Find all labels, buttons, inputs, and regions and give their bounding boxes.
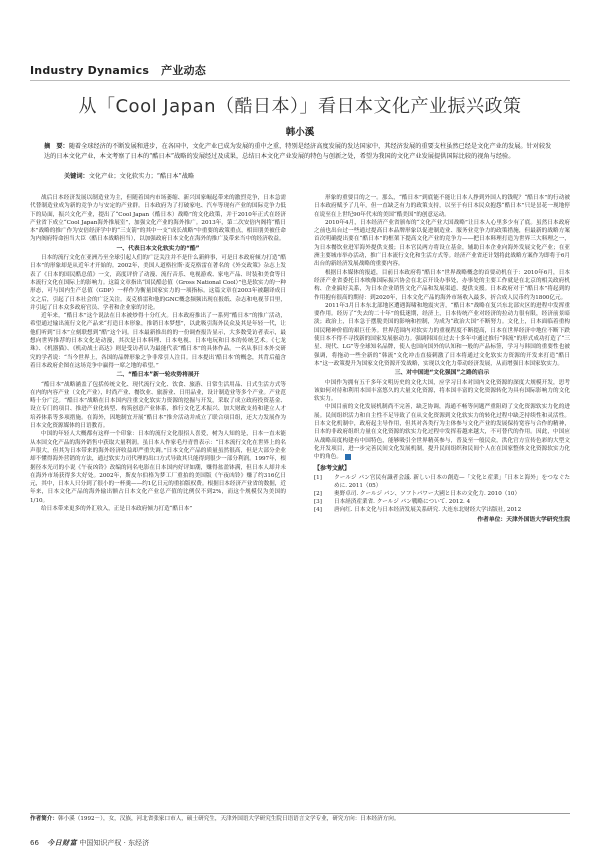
footer <box>30 838 149 848</box>
abstract-text: 随着全球经济的不断发展和进步，在各国中，文化产业已成为发展的重中之重，特别是经济高度发展的发达国家中，其经济发展的重要支柱虽然已经是文化产业的发展。针对较发达的日本文化产业，本文考察了日本的“酷日本”战略的发展经过及成果，总结日本文化产业发展的特色与创新之处，希望为我国的文化产业发展提供国际比较的视角与经验。 <box>44 143 552 160</box>
paragraph: 中国的年轻人大概都有这样一个印象：日本的流行文化很招人喜爱，树为人知的是，日本一直未能从本国文化产品的海外销售中获取大量利润。虽日本人作家毛丹青曾表示：“日本流行文化在世界上的名声很大，但其为日本带来的海外经济收益却严重失调。”日本文化产品的质量虽然很高，但是大部分企业却不懂得海外营销的方法，通过软实力司代理的出口方式导致其只能得到很少一部分利润。1997年，根据径本光司的小说《午夜凶铃》改编的同名电影在日本国内好评如潮，赚得盆盈钵满，但日本人却并未在海外市场获得多大好处。2002年，斯皮尔伯格为梦工厂重拍的美国版《午夜凶铃》赚了约316亿日元，其中，日本人只分到了很小的一杯羹——约1亿日元的重拍版权费。根据日本经济产业省的数据，近年来，日本文化产品的海外输出额占日本文化产业总产值的比例仅不到2%，而这个规模仅为美国的1/10。 <box>30 431 286 504</box>
keywords-text: 文化产业；文化软实力；“酷日本”战略 <box>88 173 195 180</box>
reference-item <box>314 498 570 506</box>
reference-item <box>314 490 570 498</box>
paragraph: 日本的流行文化在亚洲乃至全球引起人们的广泛关注并不是什么新鲜事，可是日本政府倾力打造“酷日本”的形象却是从近年才开始的。2002年，美国人道格拉斯·麦克格雷在著名的《外交政策》杂志上发表了《日本的国民酷总值》一文，高度评价了动漫、流行音乐、电视游戏、家电产品、时装和美食等日本流行文化在国际上的影响力。这篇文章指出“国民酷总值（Gross National Cool）”也是软实力的一种形态，可与国内生产总值（GDP）一样作为衡量国家实力的一项指标。这篇文章在2003年被翻译成日文之后，引起了日本社会的广泛关注。麦克格雷和他的GNC概念频频出现在报纸、杂志和电视节目里，并引起了日本众多政府官员、学者和企业家的讨论。 <box>30 255 286 311</box>
section-heading: 一、代表日本文化软实力的“酷” <box>116 245 200 252</box>
reference-number: [4] <box>314 506 322 513</box>
paragraph: 战后日本经济发展以制造业为主，但随着国内市场萎缩、新兴国家崛起带来的激烈竞争，日本急需代替制造业成为新的竞争力与安定的产业群。日本政府为了打破家电、汽车等现有产业的国际竞争力低下的局面，振兴文化产业，提出了“Cool Japan（酷日本）战略”的文化政策，并于2010年正式在经济产业省下成立“Cool Japan海外推展室”，加强文化产业的海外推广。2013年，第二次安倍内阁将“酷日本”战略的推广作为安倍经济学中的“三支箭”的其中一支“成长战略”中重要的政策重点，相田朋美被任命为内阁府特命担当大臣（酷日本战略担当），以加强政府日本文化在海外的推广及带来当中的经济收益。 <box>30 195 286 243</box>
reference-text: 唐向红. 日本文化与日本经济发展关系研究. 大连东北财经大学出版社, 2012 <box>334 506 522 513</box>
bio-label: 作者简介： <box>30 816 58 822</box>
section-heading: 三、对中国进“文化强国”之路的启示 <box>394 370 490 377</box>
left-column <box>30 194 286 513</box>
paragraph: 中国目前的文化发展机制尚不完善，缺乏协调，海通不畅等问题严重阻碍了文化资源软实力化的进展。民间组织活力和自主性不足导致了在从文化资源到文化软实力的转化过程中缺乏持续性和灵活性。日本文化机制中，政府起主导作用，但其对各类行为主体参与文化产业的发展保持宽容与合作的精神，日本的非政府组织力量在文化资源的软实力化过程中发挥着越来越大，不可替代的作用。因此，中国应从战略高度构建有中国特色，能够吸引全世界精英参与，普及至一般民众，洪化官方宣传色彩的大型文化开发项目，进一步完善民间文化发展机制，提升民间组织和民间个人在在国家整体文化资源软实力化中的角色。 <box>314 404 570 461</box>
author-bio <box>30 815 570 823</box>
paragraph: 给日本带来更多的外汇收入，正是日本政府倾力打造“酷日本” <box>41 505 193 512</box>
abstract-label: 摘 要： <box>44 143 69 150</box>
magazine-name: 今日财富 <box>47 839 78 847</box>
page-number: 66 <box>30 839 39 847</box>
right-column <box>314 194 570 524</box>
reference-text: 日本経済産業省. クールジ パン戦略について. 2012. 4 <box>334 498 471 505</box>
abstract <box>44 142 556 161</box>
top-rule <box>30 80 570 81</box>
reference-item <box>314 474 570 490</box>
paragraph: “酷日本”战略涵盖了包括传统文化、现代流行文化、饮食、旅游、日常生活用品、日式生活方式等在内的内容产业（文化产业），时尚产业、餐饮业、旅游业、日用品业，设计制造业等多个产业。产业范畴十分广泛。“酷日本”战略在日本国内注重文化软实力资源的挖掘与开发，采取了成立政府投资基金、设立专门的项目、推进产业化转型、构筑创意产业体系，推行文化艺术振兴、加大财政支持和建立人才培养体系等多项措施。在海外，因地制宜开展“酷日本”推介活动并成立了联合项目组，还大力发展作为日本文化资源媒体的日语教育。 <box>30 381 286 430</box>
keywords <box>64 172 556 181</box>
bottom-rule <box>30 813 570 814</box>
section-en: Industry Dynamics <box>30 64 150 77</box>
reference-number: [1] <box>314 474 322 481</box>
article-end-icon <box>345 454 351 460</box>
paragraph: 近年来，“酷日本”这个说法在日本被炒得十分红火。日本政府推出了一系列“酷日本”的推广活动，希望通过输出流行文化产品来“打造日本形象，推销日本梦想”，以此吸引海外民众及其是年轻一代，让他们听到“日本”立刻联想到“酷”这个词。日本最新推出的的一份调查报告显示，大多数受访者表示，最想向世界推荐的日本文化是动漫，其次是日本料理、日本电视、日本电玩和日本的传统艺术。《七龙珠》、《机器猫》、《机动战士高达》则是受访者认为最能代表“酷日本”的具体作品。一名从事日本外交研究的学者说：“当今世界上，各国的品牌形象之争非常引人注目。日本提出‘酷日本’的概念，其背后蕴含着日本政府企图在这场竞争中赢得一席之地的希望。” <box>30 313 286 369</box>
author-unit: 作者单位：天津外国语大学研究生院 <box>477 516 570 523</box>
paragraph: 2010年4月，日本经济产业省颁布的“文化产业大国战略”让日本人心里多少有了底。虽然日本政府之前也出台过一些通过提高日本品牌形象以促进制造业、服务业竞争力的政策措施，但最新的战略方案首次明确提出要在“酷日本”的框架下提高文化产业的竞争力——把日本料理打造为世界三大料理之一，为日本餐饮业进军海外提供支援；日本官民两方将设立基金，辅助日本企业向海外发展文化产业；在亚洲主要城市举办活动，推广日本流行文化和生活方式等。经济产业省还计划将此战略方案作为即将于6月出台的新经济发展战略的重要内容。 <box>314 219 570 268</box>
reference-number: [2] <box>314 490 322 497</box>
author: 韩小溪 <box>285 127 315 138</box>
paragraph: 根据日本媒体的报道，目前日本政府将“酷日本”世界战略概念的首要动机在于：2010年6月，日本经济产业省委托日本映像国际振兴协会在北京开设办事处，办事处的主要工作就是在北京的相关政府机构、企业搞好关系，为日本企业销售文化产品和发展渠道、提供支援。日本政府对于“酷日本”将起到的作用抱有很高的期待：到2020年，日本文化产品的海外市场收入最多，折合成人民币约为1800亿元。 <box>314 269 570 301</box>
article-title: 从「Cool Japan（酷日本）」看日本文化产业振兴政策 <box>78 96 522 117</box>
reference-text: 奥野卓司. クールジ パン、ソフトパワー大國と日本の文化力. 2010（10） <box>334 490 521 497</box>
bio-text: 韩小溪（1992－），女，汉族，河北省张家口市人，硕士研究生，天津外国语大学研究生院日语语言文学专业，研究方向：日本经济方向。 <box>57 816 400 822</box>
section-heading: 二、“酷日本”新一轮攻势将展开 <box>116 372 200 379</box>
reference-number: [3] <box>314 498 322 505</box>
reference-item <box>314 506 570 514</box>
paragraph: 形象的重要目的之一。那么，“酷日本”到底能不能让日本人挣到外国人的钱呢？“酷日本”的行动被日本政府赋予了几年，但一直缺乏有力的政策支持，以至于有日本民众抱怨“酷日本”只是昙花一现地停在说至在上世纪90年代末的美国“酷美国”的创意运动。 <box>314 195 570 218</box>
magazine-sub: 中国知识产权 · 东经济 <box>79 839 150 847</box>
references <box>314 465 570 525</box>
header <box>30 62 206 78</box>
reference-text: クールジ パン官民有識者会議. 新しい日本の創造—「文化と産業」「日本と海外」をつなぐために. 2011（05） <box>334 474 570 489</box>
paragraph: 中国作为拥有五千多年文明历史的文化大国，应学习日本对国内文化资源的深度大规模开发，思考该如何对待和利用本国丰富悠久的大量文化资源，将本国丰富的文化资源转化为具有国际影响力的文化软实力。 <box>314 379 570 403</box>
section-cn: 产业动态 <box>161 64 206 77</box>
paragraph: 2011年3月日本东北部地区遭遇海啸和地震灾害，“酷日本”战略在复兴东北部灾区的进程中发挥重要作用。经历了“失去的二十年”的低迷期，经济上，日本传统产业对经济的拉动力很有限，经济前景暗淡；政治上，日本急于摆脱美国的影响和控制，为成为“政治大国”不断努力。文化上，日本面临着重构国民精神价值的艰巨任务。世界范围内对软实力的重视程度不断提高，日本在世界经济中地位不断下跌使日本不得不寻找新的国家发展驱动力。强调韩国在过去十多年中通过推行“韩流”的形式成功打造了“三星、现代、LG”等全球知名品牌，使人也国向国外的认知和一般的产品标签，学习与韩国的重要性也被强调，将拖动一些全新的“韩流”文化冲击直接刺激了日本将通过文化软实力资源的开发来打造“酷日本”这一政策提升为国家文化资源开发战略，实现以文化力带动经济发展，从而增强日本国家软实力。 <box>314 302 570 367</box>
keywords-label: 关键词： <box>64 173 89 180</box>
references-title: 【参考文献】 <box>314 464 351 472</box>
